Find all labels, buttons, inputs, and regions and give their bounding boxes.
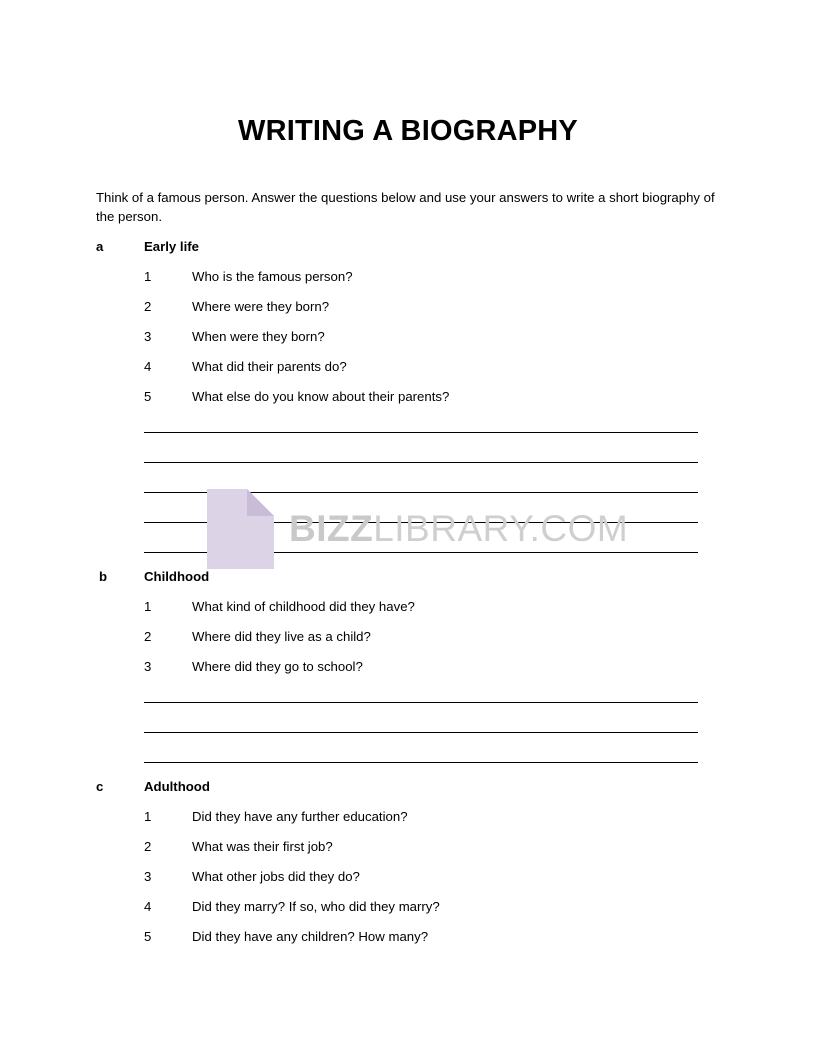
answer-line[interactable] (144, 732, 698, 733)
question-text: What else do you know about their parents? (192, 389, 450, 404)
document-icon (207, 489, 274, 569)
section-title: Early life (144, 239, 199, 254)
intro-paragraph: Think of a famous person. Answer the questions below and use your answers to write a short biography of the person. (96, 190, 715, 224)
question-number: 4 (144, 359, 152, 374)
answer-line[interactable] (144, 492, 698, 493)
question-text: What did their parents do? (192, 359, 347, 374)
question-text: Where did they go to school? (192, 659, 363, 674)
question-number: 2 (144, 839, 152, 854)
question-number: 1 (144, 269, 152, 284)
question-text: Where were they born? (192, 299, 330, 314)
question-text: Did they have any children? How many? (192, 929, 429, 944)
section-title: Adulthood (144, 779, 210, 794)
question-number: 2 (144, 299, 152, 314)
answer-line[interactable] (144, 702, 698, 703)
question-number: 4 (144, 899, 152, 914)
question-number: 3 (144, 869, 152, 884)
question-number: 2 (144, 629, 152, 644)
answer-line[interactable] (144, 462, 698, 463)
section-letter: a (96, 239, 104, 254)
answer-line[interactable] (144, 522, 698, 523)
page-title: WRITING A BIOGRAPHY (238, 115, 578, 147)
section-letter: b (99, 569, 108, 584)
question-text: What other jobs did they do? (192, 869, 360, 884)
section-title: Childhood (144, 569, 210, 584)
question-number: 5 (144, 929, 152, 944)
question-number: 3 (144, 329, 152, 344)
watermark-text (289, 507, 628, 551)
question-number: 1 (144, 599, 152, 614)
watermark-bold-text: BIZZ (289, 508, 374, 549)
answer-line[interactable] (144, 552, 698, 553)
answer-line[interactable] (144, 762, 698, 763)
question-text: What was their first job? (192, 839, 333, 854)
question-text: When were they born? (192, 329, 325, 344)
question-number: 1 (144, 809, 152, 824)
answer-line[interactable] (144, 432, 698, 433)
question-number: 5 (144, 389, 152, 404)
question-text: Who is the famous person? (192, 269, 353, 284)
bizzlibrary-watermark (207, 489, 627, 571)
question-text: Where did they live as a child? (192, 629, 371, 644)
section-letter: c (96, 779, 104, 794)
watermark-light-text: LIBRARY.COM (373, 508, 629, 549)
question-text: Did they marry? If so, who did they marry? (192, 899, 440, 914)
question-text: Did they have any further education? (192, 809, 408, 824)
question-text: What kind of childhood did they have? (192, 599, 415, 614)
question-number: 3 (144, 659, 152, 674)
